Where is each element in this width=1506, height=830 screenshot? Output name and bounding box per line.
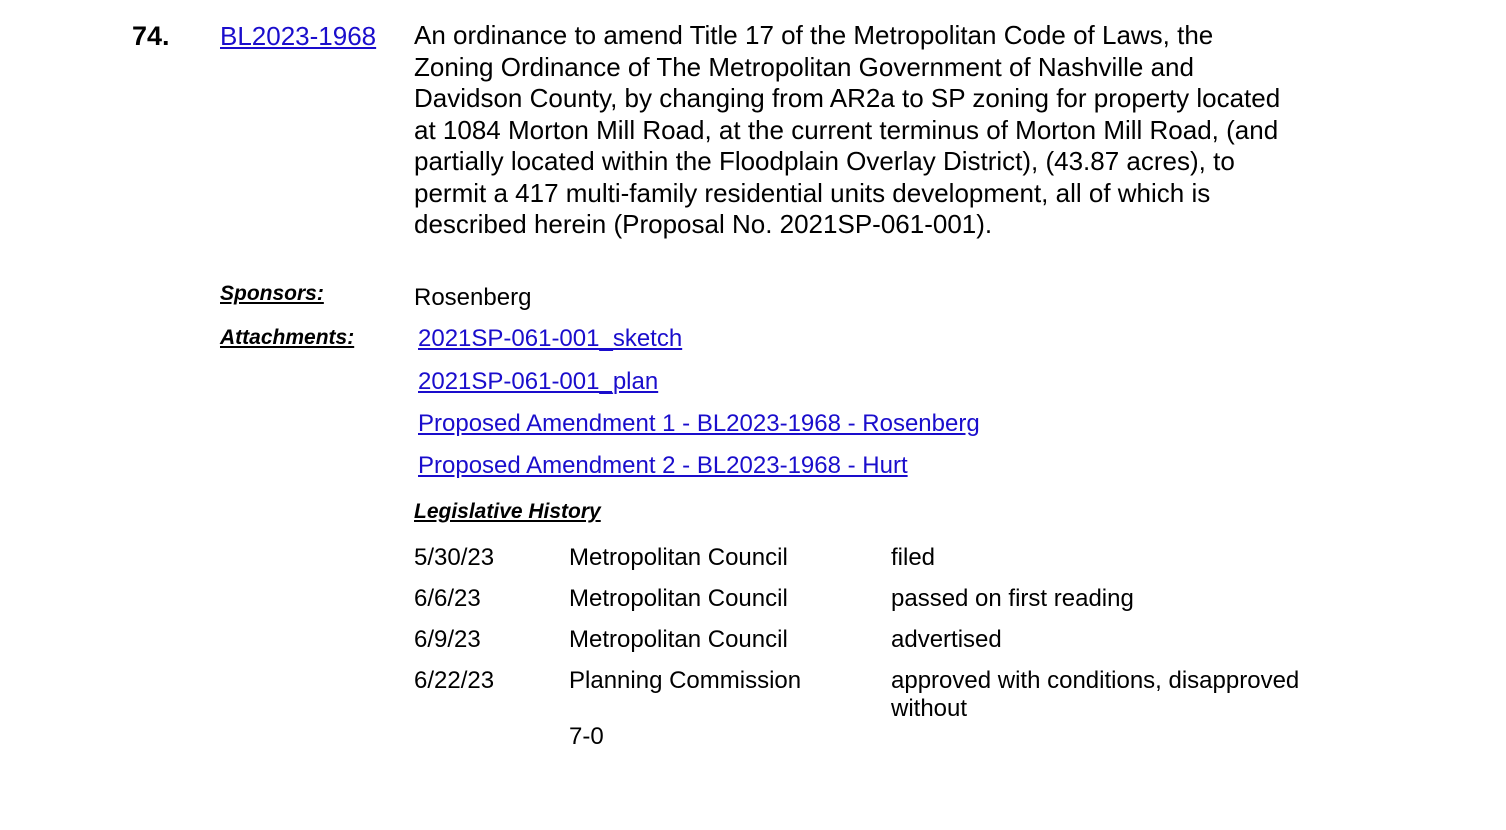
history-date: 6/9/23 [414,626,481,653]
attachment-link-plan[interactable]: 2021SP-061-001_plan [418,368,659,395]
attachment-link-sketch[interactable]: 2021SP-061-001_sketch [418,325,683,352]
history-action: approved with conditions, disapproved without [891,667,1300,722]
attachment-link-amendment-2[interactable]: Proposed Amendment 2 - BL2023-1968 - Hurt [418,452,908,479]
history-body: Metropolitan Council [569,626,788,653]
history-action: filed [891,544,936,571]
ordinance-description: An ordinance to amend Title 17 of the Metropolitan Code of Laws, the Zoning Ordinance of The Metropolitan Government of Nashville and Davidson County, by changing from AR2a to SP zoning for property located at 1084 Morton Mill Road, at the current terminus of Morton Mill Road, (and partially located within the Floodplain Overlay District), (43.87 acres), to permit a 417 multi-family residential units development, all of which is described herein (Proposal No. 2021SP-061-001). [414,20,1281,239]
history-body: Planning Commission [569,667,802,694]
history-date: 6/22/23 [414,667,495,694]
history-date: 5/30/23 [414,544,495,571]
history-body: Metropolitan Council [569,544,788,571]
history-date: 6/6/23 [414,585,481,612]
attachments-label: Attachments: [220,326,355,349]
sponsors-label: Sponsors: [220,282,324,305]
history-action: advertised [891,626,1002,653]
legislative-history-heading: Legislative History [414,500,601,523]
history-body: Metropolitan Council [569,585,788,612]
item-number: 74. [132,21,170,51]
history-action: passed on first reading [891,585,1134,612]
sponsor-name: Rosenberg [414,284,532,311]
attachment-link-amendment-1[interactable]: Proposed Amendment 1 - BL2023-1968 - Rosenberg [418,410,980,437]
history-vote: 7-0 [569,723,604,750]
file-number-link[interactable]: BL2023-1968 [220,21,377,51]
